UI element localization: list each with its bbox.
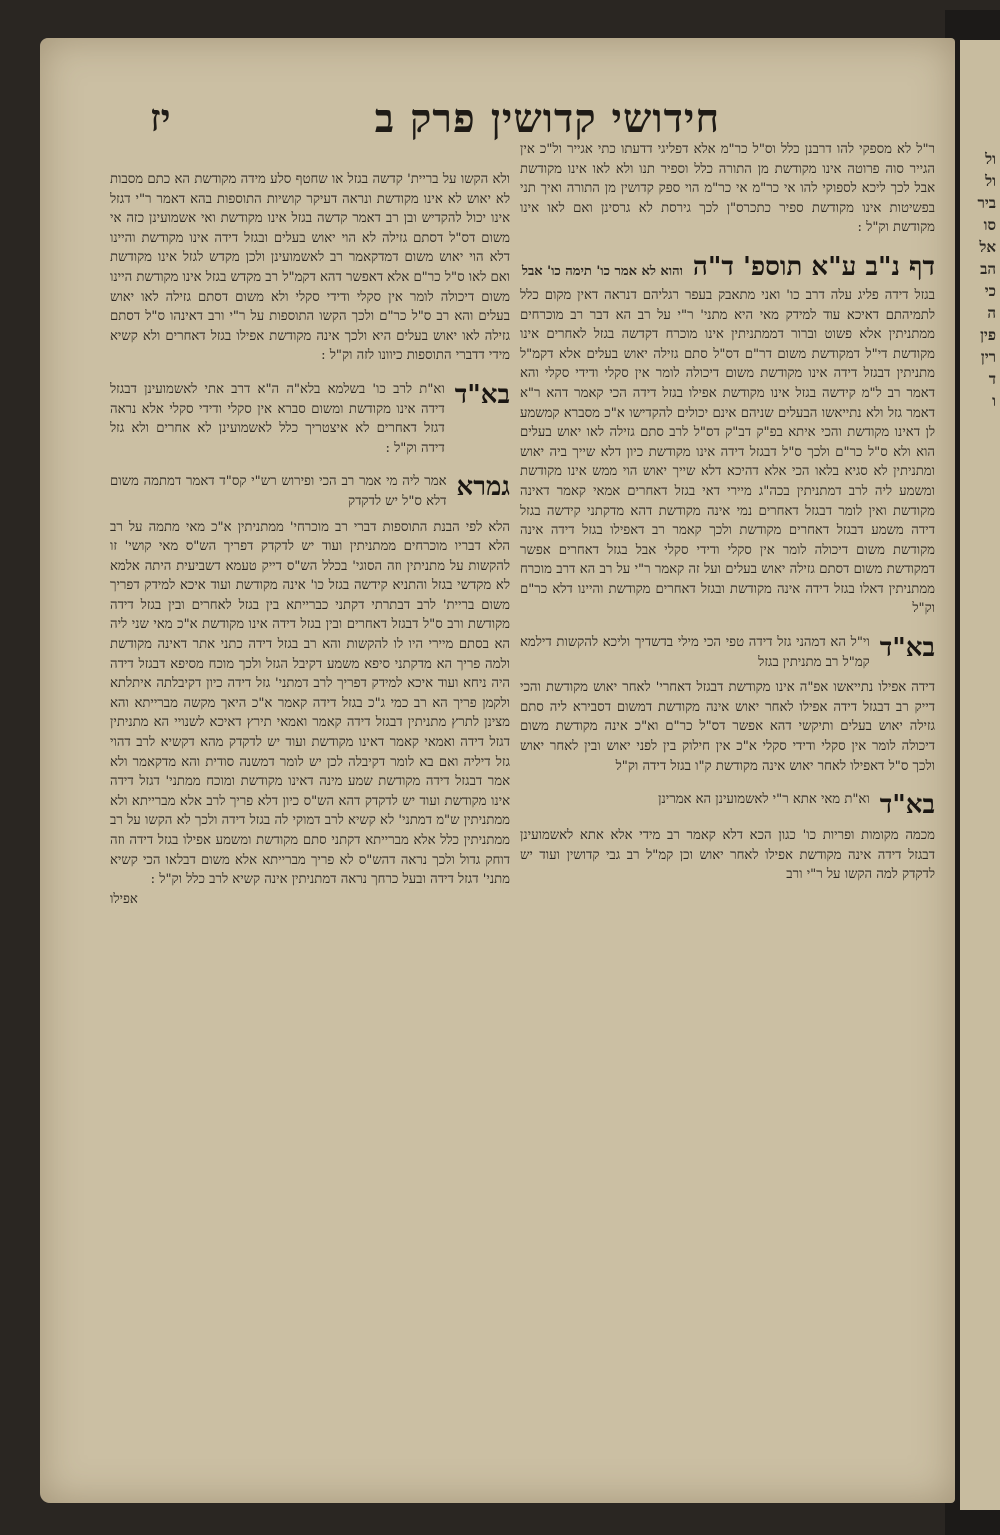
adjacent-page-text: ול ול ביר סו אל הב כי ה פין רין ד ו xyxy=(977,150,996,410)
left-section-2 xyxy=(110,472,510,511)
section-label: בא"ד xyxy=(454,379,510,410)
left-section-2-body: הלא לפי הבנת התוספות דברי רב מוכרחי' ממתניתין א"כ מאי מתמה על רב הלא דבריו מוכרחים ממתניתין ועוד יש לדקדק דפריך הש"ס מאי קושי' זו להקשות על מתניתין וזה הסוגי' בכלל הש"ס דייק טעמא דשביעית היתה אלמא לא מקדשי בגזל והתניא קידשה בגזל כו' אינה מקודשת ועוד איכא למידק דפריך משום בריית' לרב דבתרתי דקתני כברייתא בין בגזל לאחרים ובין בגזל דידה מקודשת ורב ס"ל דבגזל דאחרים ובין בגזל דידה אינו מקודשת א"כ מאי שני ליה הא בסתם מיירי היו לו להקשות והא רב בגזל דידה כתני אתר דאינה מקודשת ולמה פריך הא מדקתני סיפא משמע דקיבל הגזל ולכך מוכח מסיפא דבגזל דידה היה ניחא ועוד איכא למידק דפריך לרב דמתני' גזל דידה כיון דקיבלתה איתלתא ולקמן פריך הא רב כמי ג"כ בגזל דידה קאמר א"כ היאך מקשה מברייתא והא מצינן לתרץ מתניתין דבגזל דידה קאמר ואמאי תירץ דאיכא לשנויי הא מתניתין דגזל דידה ואמאי קאמר דאינו מקודשת ועוד יש לדקדק מהא דקשיא לרב דהוי גזל דיליה ואם בא לומר דקיבלה לכן יש לומר דמשנה סודית והא מדקאמר ולא אמר דבגזל דידה מקודשת שמע מינה דאינו מקודשת ומוכח ממתני' דגזל דידה אינו מקודשת ועוד יש לדקדק דהא הש"ס כיון דלא פריך לרב אלא מברייתא ולא ממתניתין ש"מ דמתני' לא קשיא לרב דמוקי לה בגזל דידה ולכך לא הקשו על רב ממתניתין כלל אלא מברייתא דקתני סתם מקודשת ומשמע אפילו בגזל דידה וזה דוחק גדול ולכך נראה דהש"ס לא פריך מברייתא אלא משום דבלאו הכי קשיא מתני' דגזל דידה ובעל כרחך נראה דמתניתין אינה קשיא לרב כלל וק"ל : xyxy=(110,519,510,888)
catchword: אפילו xyxy=(110,891,138,907)
right-section-1-body: דידה אפילו נתייאשו אפ"ה אינו מקודשת דבגזל דאחרי' לאחר יאוש מקודשת והכי דייק רב דבגזל דידה אפילו לאחר יאוש אינה מקודשת דמשום דסבירא ליה סתם גזילה יאוש בעלים ותיקשי דהא אפשר דס"ל כר"ם וא"כ אינה מקודשת משום דיכולה לומר אין סקלי ודידי סקלי א"כ אין חילוק בין לפני יאוש ובין לאחר יאוש ולכך ס"ל דאפילו לאחר יאוש אינה מקודשת ק"ו בגזל דידה וק"ל xyxy=(520,680,935,774)
right-intro-paragraph: ר"ל לא מספקי להו דרבנן כלל וס"ל כר"מ אלא דפליגי דדעתו כתי אגייר ול"כ אין הגייר סוה פרוטה אינו מקודשת מן התורה כלל וספיר תנו ולא לאו אינו מקודשת אבל לכך ליכא לספוקי להו אי כר"מ אי כר"מ הוי ספק קדושין מן התורה ואיך תני בפשיטות אינו מקודשת ספיר כתכרס"ן לכך גירסת לא גרסינן ואם לאו אינו מקודשת וק"ל : xyxy=(520,142,935,236)
heading-label: דף נ"ב ע"א תוספ' ד"ה xyxy=(692,251,935,282)
section-lemma: וא"ת מאי אתא ר"י לאשמועינן הא אמרינן xyxy=(658,792,870,808)
section-heading xyxy=(520,252,935,282)
right-section-2 xyxy=(520,790,935,820)
right-section-1 xyxy=(520,633,935,672)
adjacent-page-edge xyxy=(960,40,1000,1510)
left-intro-paragraph: ולא הקשו על בריית' קדשה בגזל או שחטף סלע מידה מקודשת הא כתם מסבות לא יאוש לא אינו מקודשת ונראה דעיקר קושיות התוספות בהא דאמר ר"י דגזל אינו יכול להקדיש ובן רב דאמר קדשה בגזל אינו מקודשת ואי אשמועינן כזה אי משום דס"ל דסתם גזילה לא הוי יאוש בעלים ובגזל דידה אינו מקודשת והיינו דלא הוי יאוש משום דמדקאמר רב לאשמועינן ולכן מקדש לגזל אינו מקודשת ואם לאו ס"ל כר"ם אלא דאפשר דהא דקמ"ל רב מקדש בגזל אינו מקודשת היינו משום דיכולה לומר אין סקלי ודידי סקלי ולא משום דסתם גזילה לאו יאוש בעלים והא רב ס"ל כר"ם ולכך הקשו התוספות על ר"י ורב דאינהו ס"ל דסתם גזילה לאו יאוש בעלים היא ולכך אינה מקודשת אפילו בגזל דאחרים ולא קשיא מידי דדברי התוספות כיוונו לזה וק"ל : xyxy=(110,172,510,364)
right-body-paragraph: בגזל דידה פליג עלה דרב כו' ואני מתאבק בעפר רגליהם דנראה דאין מקום כלל לתמיהתם דאיכא עוד למידק מאי היא מתני' ר"י על רב הא דבר רב מוכרחים ממתניתין אלא פשוט וברור דממתניתין אינו מוכרח דקדשה בגזל לאחרים אינו מקודשת די"ל דמקודשת משום דר"ם דס"ל סתם גזילה יאוש בעלים אלא דקמ"ל מתניתין דבגזל דידה אינו מקודשת משום דיכולה לומר אין סקלי ודידי סקלי והא דאמר רב ל"מ קידשה בגזל אינו מקודשת אפילו בגזל דידה הכי קאמר דהא ר"א דאמר גזל ולא נתייאשו הבעלים שניהם אינם יכולים להקדישו א"כ מסברא קמשמע לן דאינו מקודשת והכי איתא בפ"ק דב"ק דס"ל לרב סתם גזילה לאו יאוש בעלים הוא ולא ס"ל כר"ם ולכך ס"ל דבגזל דידה אינו מקודשת כיון דלא שייך ביה יאוש ומתניתין לא סגיא בלאו הכי אלא דהיכא דלא שייך יאוש הוי ממש אינו מקודשת ומשמע ליה לרב דמתניתין בכה"ג מיירי דאי בגזל דאחרים אמאי קאמר דאינה מקודשת ואין לומר דבגזל דאחרים נמי אינה מקודשת דהא מדקתני קידשה בגזל דידה משמע דבגזל דאחרים מקודשת ולכך קאמר רב דאפילו בגזל דידה אינה מקודשת משום דיכולה לומר אין סקלי ודידי סקלי אבל בגזל דאחרים אפשר דמקודשת משום דסתם גזילה יאוש בעלים ועל זה קאמר ר"י על רב הא דרב מוכרח ממתניתין דאלו בגזל דידה אינה מקודשת ובגזל דאחרים מקודשת והיינו דלא כר"ם וק"ל xyxy=(520,287,935,617)
heading-lemma: והוא לא אמר כו' תימה כו' אבל xyxy=(521,263,683,279)
right-section-2-body: מכמה מקומות ופריות כו' כגון הכא דלא קאמר רב מידי אלא אתא לאשמועינן דבגזל דידה אינה מקודשת אפילו לאחר יאוש וכן קמ"ל רב גבי קדושין ועוד יש לדקדק למה הקשו על ר"י ורב xyxy=(520,828,935,883)
page-header xyxy=(150,88,720,148)
section-label: בא"ד xyxy=(879,790,935,821)
right-column xyxy=(520,140,935,1510)
folio-number: יז xyxy=(150,95,171,140)
section-lemma: וי"ל הא דמהני גזל דידה טפי הכי מילי בדשדיך וליכא להקשות דילמא קמ"ל רב מתניתין בגזל xyxy=(520,635,870,670)
left-section-1 xyxy=(110,380,510,458)
section-label: גמרא xyxy=(456,472,510,503)
section-lemma: אמר ליה מי אמר רב הכי ופירוש רש"י קס"ד דאמר דמתמה משום דלא ס"ל יש לדקדק xyxy=(110,474,447,509)
section-lemma: וא"ת לרב כו' בשלמא בלא"ה ה"א דרב אתי לאשמועינן דבגזל דידה אינו מקודשת ומשום סברא אין סקלי ודידי סקלי אלא נראה דגזל דאחרים לא איצטריך כלל לאשמועינן לא אחרים ולא גזל דידה וק"ל : xyxy=(110,381,445,456)
left-column xyxy=(110,170,510,1515)
page-title: חידושי קדושין פרק ב xyxy=(374,94,720,142)
section-label: בא"ד xyxy=(879,633,935,664)
